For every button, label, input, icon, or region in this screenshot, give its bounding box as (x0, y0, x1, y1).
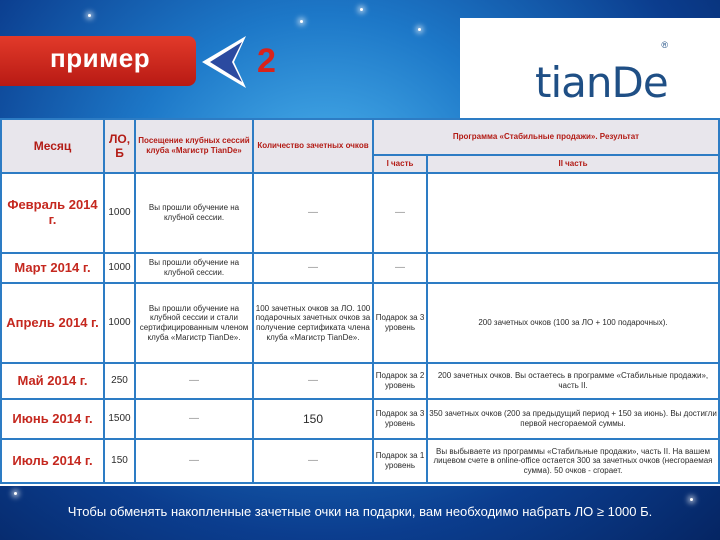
footer-note: Чтобы обменять накопленные зачетные очки на подарки, вам необходимо набрать ЛО ≥ 1000 Б. (67, 504, 653, 519)
chevron-left-icon (196, 34, 248, 90)
cell-points: — (253, 439, 373, 483)
cell-part2: 350 зачетных очков (200 за предыдущий период + 150 за июнь). Вы достигли первой несгораемой суммы. (427, 399, 719, 439)
cell-points: 150 (253, 399, 373, 439)
cell-part1: Подарок за 3 уровень (373, 283, 427, 363)
cell-month: Май 2014 г. (1, 363, 104, 399)
cell-month: Март 2014 г. (1, 253, 104, 283)
cell-points: — (253, 363, 373, 399)
results-table (0, 118, 720, 484)
header-program: Программа «Стабильные продажи». Результат (373, 119, 719, 155)
cell-lo: 1000 (104, 173, 135, 253)
cell-lo: 1500 (104, 399, 135, 439)
logo-text: tianDe (535, 58, 668, 107)
table-row (1, 253, 719, 283)
cell-part1: Подарок за 1 уровень (373, 439, 427, 483)
header-part2: II часть (427, 155, 719, 173)
table-row (1, 363, 719, 399)
banner-label: пример (50, 43, 151, 73)
logo-registered-mark: ® (661, 40, 668, 50)
cell-points: — (253, 173, 373, 253)
cell-sessions: — (135, 399, 253, 439)
cell-lo: 1000 (104, 253, 135, 283)
step-number: 2 (257, 42, 276, 80)
cell-part1: — (373, 253, 427, 283)
example-banner (0, 36, 196, 86)
cell-month: Апрель 2014 г. (1, 283, 104, 363)
cell-part1: Подарок за 3 уровень (373, 399, 427, 439)
cell-part1: — (373, 173, 427, 253)
cell-month: Июль 2014 г. (1, 439, 104, 483)
table-row (1, 283, 719, 363)
cell-part2: 200 зачетных очков. Вы остаетесь в программе «Стабильные продажи», часть II. (427, 363, 719, 399)
header-points: Количество зачетных очков (253, 119, 373, 173)
cell-part2 (427, 173, 719, 253)
cell-lo: 250 (104, 363, 135, 399)
tiande-logo (460, 18, 720, 118)
cell-sessions: Вы прошли обучение на клубной сессии и стали сертифицированным членом клуба «Магистр TianDe». (135, 283, 253, 363)
header-lo: ЛО, Б (104, 119, 135, 173)
table-row (1, 173, 719, 253)
cell-lo: 150 (104, 439, 135, 483)
cell-part2: Вы выбываете из программы «Стабильные продажи», часть II. На вашем лицевом счете в online-office остается 300 за зачетных очков (несгораемая сумма). 50 очков - сгорает. (427, 439, 719, 483)
cell-sessions: Вы прошли обучение на клубной сессии. (135, 173, 253, 253)
table-row (1, 399, 719, 439)
header-month: Месяц (1, 119, 104, 173)
cell-sessions: — (135, 363, 253, 399)
header-sessions: Посещение клубных сессий клуба «Магистр TianDe» (135, 119, 253, 173)
cell-lo: 1000 (104, 283, 135, 363)
cell-sessions: Вы прошли обучение на клубной сессии. (135, 253, 253, 283)
cell-part2 (427, 253, 719, 283)
header-part1: I часть (373, 155, 427, 173)
results-table-container (0, 118, 720, 486)
table-row (1, 439, 719, 483)
cell-part1: Подарок за 2 уровень (373, 363, 427, 399)
cell-month: Февраль 2014 г. (1, 173, 104, 253)
cell-part2: 200 зачетных очков (100 за ЛО + 100 подарочных). (427, 283, 719, 363)
cell-sessions: — (135, 439, 253, 483)
cell-points: 100 зачетных очков за ЛО. 100 подарочных зачетных очков за получение сертификата члена клуба «Магистр TianDe». (253, 283, 373, 363)
cell-points: — (253, 253, 373, 283)
cell-month: Июнь 2014 г. (1, 399, 104, 439)
